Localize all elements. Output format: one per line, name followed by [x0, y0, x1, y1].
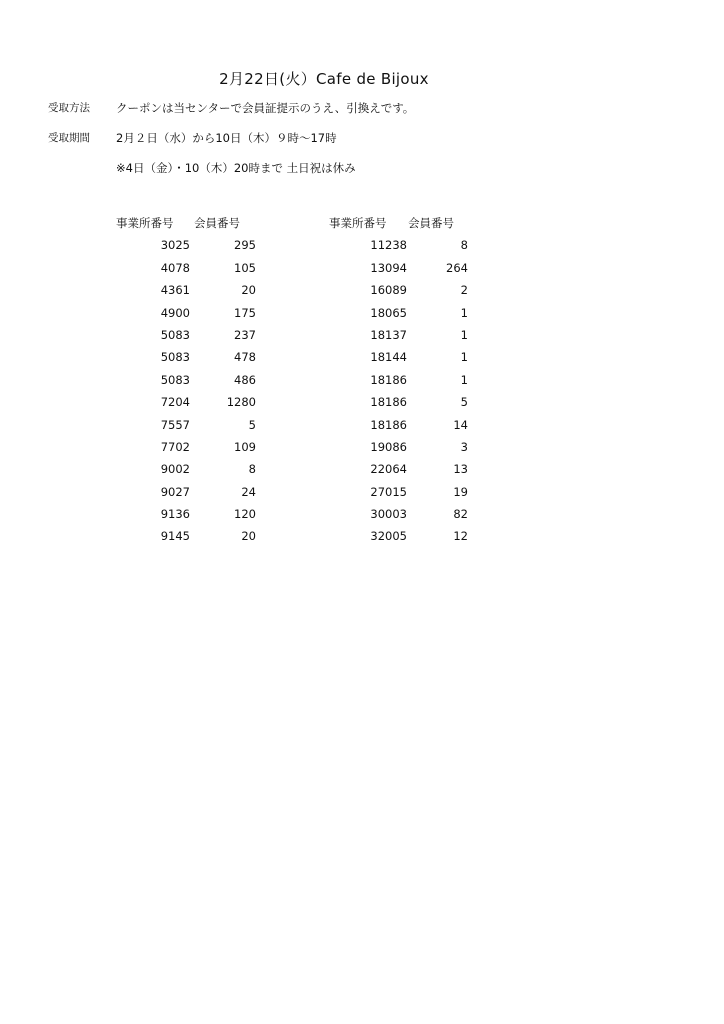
office-number-cell: 19086 [370, 439, 407, 454]
table-row [329, 458, 468, 480]
table-row [116, 481, 256, 503]
member-number-cell: 14 [453, 417, 468, 432]
table-row [116, 257, 256, 279]
pickup-period-label: 受取期間 [48, 132, 90, 144]
member-number-cell: 5 [460, 395, 468, 410]
member-number-cell: 13 [453, 462, 468, 477]
member-number-cell: 1280 [226, 395, 256, 410]
office-number-cell: 5083 [160, 350, 190, 365]
office-number-header: 事業所番号 [329, 216, 387, 230]
member-number-cell: 8 [248, 462, 256, 477]
table-row [329, 525, 468, 547]
office-number-cell: 5083 [160, 327, 190, 342]
office-number-cell: 32005 [370, 529, 407, 544]
member-number-cell: 8 [460, 238, 468, 253]
table-row [329, 302, 468, 324]
table-row [116, 458, 256, 480]
table-row [116, 525, 256, 547]
office-number-cell: 5083 [160, 372, 190, 387]
office-number-cell: 9136 [160, 507, 190, 522]
office-number-cell: 3025 [160, 238, 190, 253]
table-row [116, 369, 256, 391]
office-number-cell: 7557 [160, 417, 190, 432]
office-number-cell: 13094 [370, 260, 407, 275]
office-number-cell: 4900 [160, 305, 190, 320]
office-number-cell: 11238 [370, 238, 407, 253]
office-number-cell: 9027 [160, 484, 190, 499]
member-number-cell: 19 [453, 484, 468, 499]
table-row [116, 436, 256, 458]
table-row [116, 391, 256, 413]
table-row [329, 436, 468, 458]
member-number-cell: 82 [453, 507, 468, 522]
pickup-period-note: ※4日（金）・10（木）20時まで 土日祝は休み [116, 161, 356, 175]
member-number-cell: 1 [460, 327, 468, 342]
member-number-cell: 264 [446, 260, 468, 275]
member-number-cell: 1 [460, 372, 468, 387]
table-body [116, 234, 256, 547]
office-number-cell: 18065 [370, 305, 407, 320]
member-number-cell: 24 [241, 484, 256, 499]
member-table-right [329, 212, 468, 548]
office-number-cell: 4361 [160, 283, 190, 298]
table-row [329, 346, 468, 368]
pickup-method-label: 受取方法 [48, 102, 90, 114]
member-number-cell: 175 [234, 305, 256, 320]
pickup-period-value: 2月２日（水）から10日（木）９時～17時 [116, 131, 337, 145]
table-body [329, 234, 468, 547]
table-row [329, 324, 468, 346]
member-number-cell: 295 [234, 238, 256, 253]
office-number-cell: 27015 [370, 484, 407, 499]
member-number-cell: 12 [453, 529, 468, 544]
office-number-cell: 9002 [160, 462, 190, 477]
table-row [329, 234, 468, 256]
office-number-cell: 30003 [370, 507, 407, 522]
member-number-cell: 1 [460, 305, 468, 320]
table-row [329, 503, 468, 525]
table-row [116, 279, 256, 301]
member-number-header: 会員番号 [408, 216, 454, 230]
office-number-header: 事業所番号 [116, 216, 174, 230]
table-row [329, 257, 468, 279]
office-number-cell: 18186 [370, 395, 407, 410]
member-number-cell: 237 [234, 327, 256, 342]
office-number-cell: 16089 [370, 283, 407, 298]
table-row [329, 391, 468, 413]
table-row [329, 414, 468, 436]
member-number-cell: 120 [234, 507, 256, 522]
table-header [329, 212, 468, 234]
table-header [116, 212, 256, 234]
table-row [116, 302, 256, 324]
office-number-cell: 9145 [160, 529, 190, 544]
member-number-cell: 105 [234, 260, 256, 275]
member-number-cell: 3 [460, 439, 468, 454]
table-row [116, 324, 256, 346]
member-number-header: 会員番号 [194, 216, 240, 230]
member-number-cell: 5 [248, 417, 256, 432]
member-number-cell: 1 [460, 350, 468, 365]
office-number-cell: 7702 [160, 439, 190, 454]
page-title: 2月22日(火）Cafe de Bijoux [219, 70, 429, 88]
table-row [116, 346, 256, 368]
table-row [116, 503, 256, 525]
member-number-cell: 486 [234, 372, 256, 387]
table-row [329, 279, 468, 301]
office-number-cell: 22064 [370, 462, 407, 477]
office-number-cell: 18186 [370, 372, 407, 387]
table-row [329, 481, 468, 503]
member-number-cell: 20 [241, 529, 256, 544]
table-row [116, 234, 256, 256]
office-number-cell: 18186 [370, 417, 407, 432]
office-number-cell: 7204 [160, 395, 190, 410]
table-row [116, 414, 256, 436]
member-number-cell: 20 [241, 283, 256, 298]
member-table-left [116, 212, 256, 548]
member-number-cell: 2 [460, 283, 468, 298]
pickup-method-value: クーポンは当センターで会員証提示のうえ、引換えです。 [116, 101, 415, 115]
office-number-cell: 18144 [370, 350, 407, 365]
table-row [329, 369, 468, 391]
office-number-cell: 4078 [160, 260, 190, 275]
member-number-cell: 109 [234, 439, 256, 454]
member-number-cell: 478 [234, 350, 256, 365]
office-number-cell: 18137 [370, 327, 407, 342]
